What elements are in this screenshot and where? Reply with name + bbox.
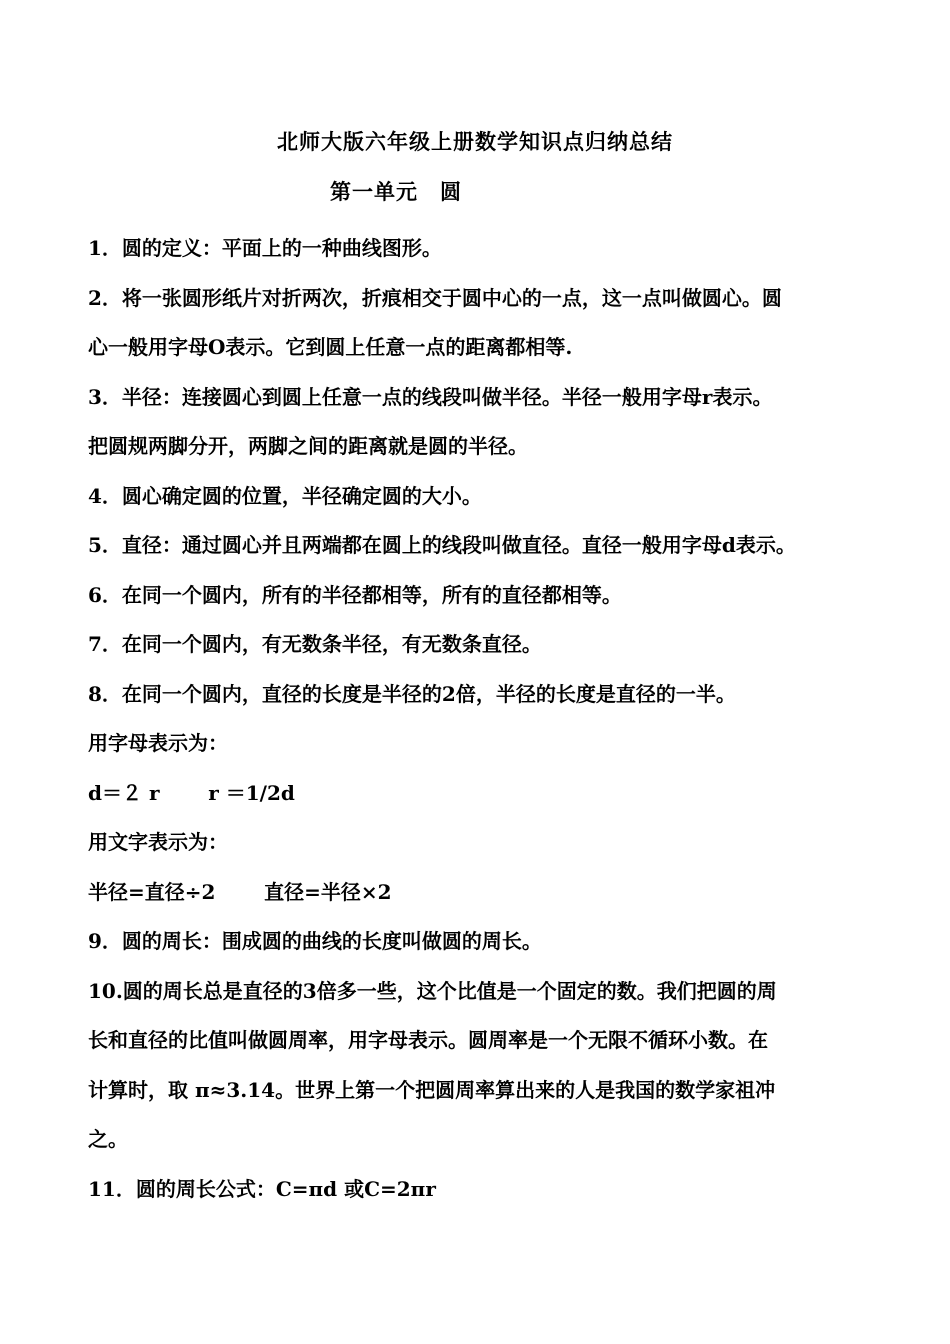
text-line: 心一般用字母O表示。它到圆上任意一点的距离都相等. — [88, 335, 573, 359]
text-line: 9．圆的周长：围成圆的曲线的长度叫做圆的周长。 — [88, 929, 542, 953]
formula-line: d＝２ r r ＝1/2d — [88, 780, 295, 805]
text-line: 4．圆心确定圆的位置，半径确定圆的大小。 — [88, 483, 482, 508]
text-line: 3．半径：连接圆心到圆上任意一点的线段叫做半径。半径一般用字母r表示。 — [88, 384, 773, 409]
text-line: 之。 — [88, 1127, 128, 1151]
text-line: 长和直径的比值叫做圆周率，用字母表示。圆周率是一个无限不循环小数。在 — [88, 1028, 768, 1052]
formula-line: 半径=直径÷2 直径=半径×2 — [88, 879, 392, 904]
text-line: 1．圆的定义：平面上的一种曲线图形。 — [88, 236, 442, 260]
formula-line: 11．圆的周长公式：C=πd 或C=2πr — [88, 1176, 436, 1201]
text-line: 8．在同一个圆内，直径的长度是半径的2倍，半径的长度是直径的一半。 — [88, 681, 736, 706]
text-line: 7．在同一个圆内，有无数条半径，有无数条直径。 — [88, 632, 542, 656]
text-line: 用文字表示为： — [88, 830, 228, 854]
text-line: 6．在同一个圆内，所有的半径都相等，所有的直径都相等。 — [88, 582, 622, 607]
text-line: 5．直径：通过圆心并且两端都在圆上的线段叫做直径。直径一般用字母d表示。 — [88, 533, 796, 557]
text-line: 10.圆的周长总是直径的3倍多一些，这个比值是一个固定的数。我们把圆的周 — [88, 978, 777, 1003]
text-line: 计算时，取 π≈3.14。世界上第一个把圆周率算出来的人是我国的数学家祖冲 — [88, 1077, 776, 1102]
document-title: 北师大版六年级上册数学知识点归纳总结 — [277, 129, 673, 154]
text-line: 用字母表示为： — [88, 731, 228, 755]
text-line: 2．将一张圆形纸片对折两次，折痕相交于圆中心的一点，这一点叫做圆心。圆 — [88, 285, 782, 310]
document-body — [88, 224, 868, 1214]
unit-title: 第一单元 圆 — [330, 179, 462, 204]
text-line: 把圆规两脚分开，两脚之间的距离就是圆的半径。 — [88, 434, 528, 458]
